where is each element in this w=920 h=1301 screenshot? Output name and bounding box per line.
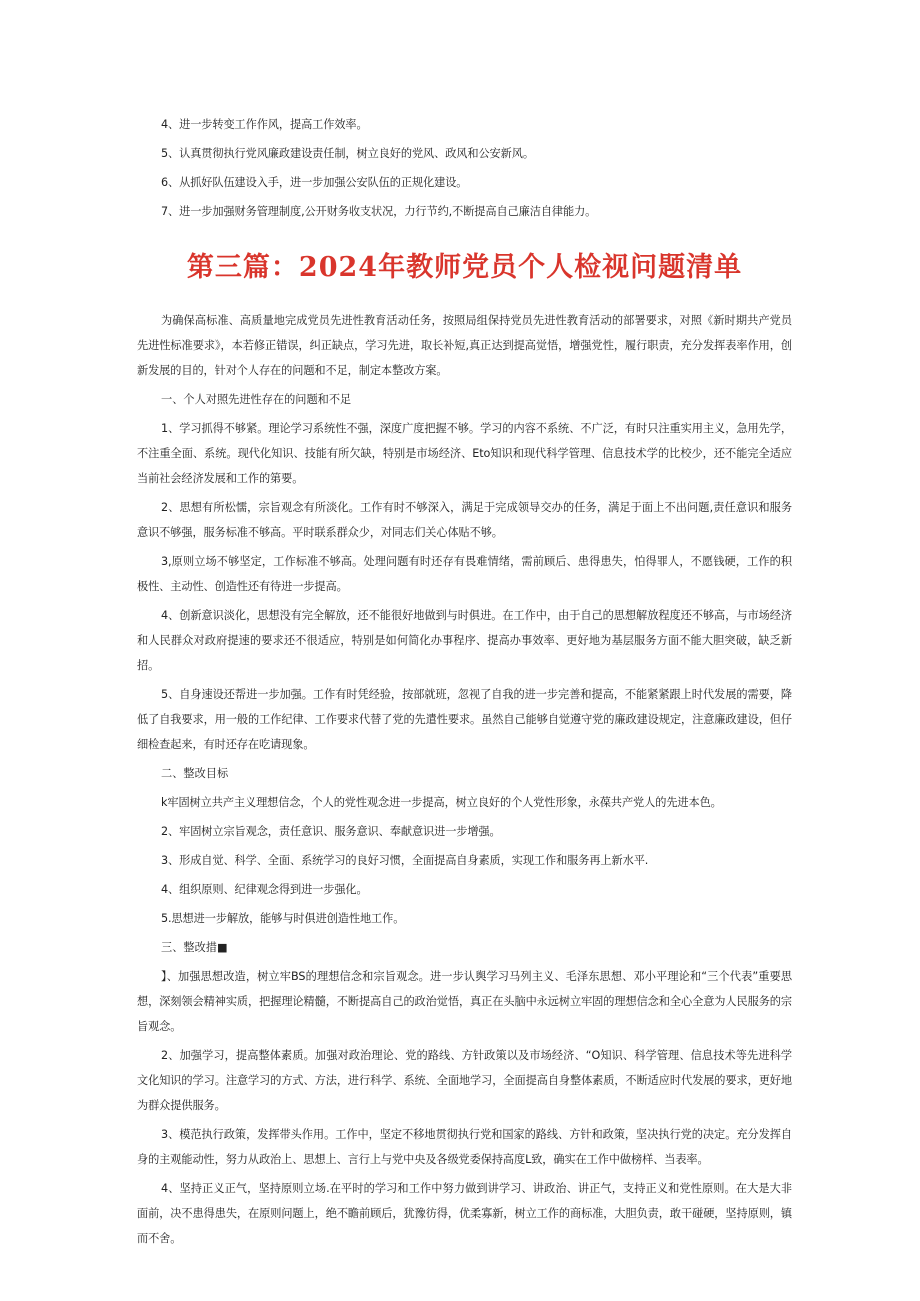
intro-paragraph: 为确保高标准、高质量地完成党员先进性教育活动任务，按照局组保持党员先进性教育活动的部署要求，对照《新时期共产党员先进性标准要求》，本若修正错误，纠正缺点，学习先进，取长补短,真正达到提高觉悟，增强党性，履行职责，充分发挥表率作用，创新发展的目的，针对个人存在的问题和不足，制定本整改方案。 [137, 314, 792, 377]
problem-item: 4、创新意识淡化，思想没有完全解放，还不能很好地做到与时俱进。在工作中，由于自己的思想解放程度还不够高，与市场经济和人民群众对政府提速的要求还不很适应，特别是如何简化办事程序、提高办事效率、更好地为基层服务方面不能大胆突破，缺乏新招。 [137, 609, 792, 672]
section-heading-goals: 二、整改目标 [161, 767, 229, 780]
list-item: 4、进一步转变工作作风，提高工作效率。 [161, 118, 368, 131]
list-item: 6、从抓好队伍建设入手，进一步加强公安队伍的正规化建设。 [161, 176, 468, 189]
section-heading-problems: 一、个人对照先进性存在的问题和不足 [161, 393, 352, 406]
list-item: 5、认真贯彻执行党风廉政建设责任制，树立良好的党风、政风和公安新风。 [161, 147, 534, 160]
problem-item: 1、学习抓得不够紧。理论学习系统性不强，深度广度把握不够。学习的内容不系统、不广泛，有时只注重实用主义，急用先学，不注重全面、系统。现代化知识、技能有所欠缺，特别是市场经济、Eto知识和现代科学管理、信息技术学的比校少，还不能完全适应当前社会经济发展和工作的第要。 [137, 422, 792, 485]
document-title: 第三篇：2024年教师党员个人检视问题清单 [186, 252, 743, 283]
list-item: 7、进一步加强财务管理制度,公开财务收支状况，力行节约,不断提高自己廉洁自律能力。 [161, 205, 597, 218]
goal-item: 4、组织原则、纪律观念得到进一步强化。 [161, 883, 368, 896]
document-content [137, 112, 792, 1255]
problem-item: 5、自身速设还帮进一步加强。工作有时凭经验，按部就班，忽视了自我的进一步完善和提高，不能紧紧跟上时代发展的需要，降低了自我要求，用一般的工作纪律、工作要求代替了党的先遣性要求。虽然自己能够自觉遵守党的廉政建设规定，注意廉政建设，但仔细检查起来，有时还存在吃请现象。 [137, 688, 792, 751]
top-item-list [137, 112, 792, 224]
problem-item: 2、思想有所松懦，宗旨观念有所淡化。工作有时不够深入，满足于完成领导交办的任务，满足于面上不出问题,责任意识和服务意识不够强，服务标准不够高。平时联系群众少，对同志们关心体贴不够。 [137, 501, 792, 539]
section-heading-measures: 三、整改措■ [161, 941, 228, 954]
goal-item: 2、牢固树立宗旨观念，责任意识、服务意识、奉献意识进一步增强。 [161, 825, 501, 838]
goal-item: k牢固树立共产主义理想信念，个人的党性观念进一步提高，树立良好的个人党性形象，永葆共产党人的先进本色。 [161, 796, 722, 809]
problem-item: 3,原则立场不够坚定，工作标准不够高。处理问题有时还存有畏难情绪，需前顾后、患得患失，怕得罪人，不愿钱硬，工作的积极性、主动性、创造性还有待进一步提高。 [137, 555, 792, 593]
measure-item: 3、模范执行政策，发挥带头作用。工作中，坚定不移地贯彻执行党和国家的路线、方针和政策，坚决执行党的决定。充分发挥自身的主观能动性，努力从政治上、思想上、言行上与党中央及各级党委保持高度L致，确实在工作中做榜样、当表率。 [137, 1128, 792, 1166]
measure-item: 4、坚持正义正气，坚持原则立场.在平时的学习和工作中努力做到讲学习、讲政治、讲正气，支持正义和党性原则。在大是大非面前，决不患得患失，在原则问题上，绝不瞻前顾后，犹豫彷得，优柔寡新，树立工作的商标准，大胆负责，敢干碰硬，坚持原则，镇而不舍。 [137, 1182, 792, 1245]
measure-item: 2、加强学习，提高整体素质。加强对政治理论、党的路线、方针政策以及市场经济、“O知识、科学管理、信息技术等先进科学文化知识的学习。注意学习的方式、方法，进行科学、系统、全面地学习，全面提高自身整体素质，不断适应时代发展的要求，更好地为群众提供服务。 [137, 1049, 792, 1112]
goal-item: 5.思想进一步解放，能够与时俱进创造性地工作。 [161, 912, 405, 925]
goal-item: 3、形成自觉、科学、全面、系统学习的良好习惯，全面提高自身素质，实现工作和服务再上新水平. [161, 854, 649, 867]
measure-item: 】、加强思想改造，树立牢BS的理想信念和宗旨观念。进一步认舆学习马列主义、毛泽东思想、邓小平理论和“三个代表”重要思想，深刻领会精神实质，把握理论精髓，不断提高自己的政治觉悟，真正在头脑中永远树立牢固的理想信念和全心全意为人民服务的宗旨观念。 [137, 970, 792, 1033]
